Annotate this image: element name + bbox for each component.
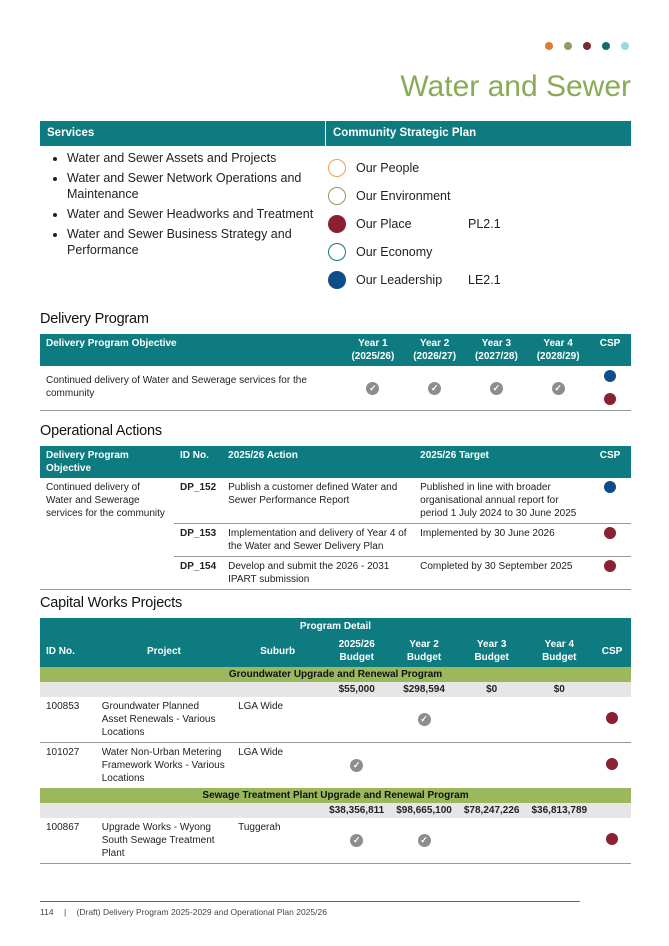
action-cell: Develop and submit the 2026 - 2031 IPART submission — [222, 557, 414, 590]
place-dot-icon — [606, 758, 618, 770]
csp-name: Our People — [356, 161, 420, 175]
suburb-cell: LGA Wide — [238, 747, 284, 758]
services-list — [40, 150, 342, 262]
objective-cell: Continued delivery of Water and Sewerage services for the community — [40, 478, 174, 590]
footer-text: (Draft) Delivery Program 2025-2029 and Operational Plan 2025/26 — [76, 907, 327, 917]
dot-lightblue — [621, 42, 629, 50]
table-row — [40, 366, 631, 411]
target-cell: Completed by 30 September 2025 — [414, 557, 589, 590]
col-suburb: Suburb — [232, 635, 323, 667]
check-icon: ✓ — [366, 382, 379, 395]
capital-works-table — [40, 618, 631, 864]
col-budget4: Year 4 Budget — [525, 635, 593, 667]
our-place-circle-icon — [328, 215, 346, 233]
operational-actions-table — [40, 446, 631, 590]
csp-col-header: Community Strategic Plan — [333, 127, 477, 139]
service-item: • Water and Sewer Headworks and Treatment — [67, 206, 342, 222]
table-row — [40, 697, 631, 743]
services-header — [40, 121, 631, 146]
csp-name: Our Leadership — [356, 273, 443, 287]
suburb-cell: LGA Wide — [232, 697, 323, 743]
col-target: 2025/26 Target — [414, 446, 589, 478]
objective-cell: Continued delivery of Water and Sewerage services for the community — [40, 366, 342, 411]
col-id: ID No. — [174, 446, 222, 478]
leadership-dot-icon — [604, 481, 616, 493]
footer-separator: | — [63, 907, 67, 917]
total-cell: $0 — [458, 682, 526, 697]
operational-actions-heading: Operational Actions — [40, 423, 162, 439]
place-dot-icon — [604, 393, 616, 405]
dot-olive — [564, 42, 572, 50]
place-dot-icon — [604, 560, 616, 572]
dot-maroon — [583, 42, 591, 50]
csp-name: Our Environment — [356, 189, 451, 203]
csp-item-environment — [328, 182, 501, 210]
program-totals — [40, 682, 631, 697]
program-totals — [40, 803, 631, 818]
total-cell: $78,247,226 — [458, 803, 526, 818]
project-cell: Groundwater Planned Asset Renewals - Various Locations — [96, 697, 232, 743]
csp-name: Our Economy — [356, 245, 433, 259]
col-year1: Year 1 (2025/26) — [342, 334, 404, 366]
id-cell: 100867 — [40, 818, 96, 864]
col-project: Project — [96, 635, 232, 667]
service-item: • Water and Sewer Assets and Projects — [67, 150, 342, 166]
csp-item-leadership — [328, 266, 501, 294]
col-csp: CSP — [589, 334, 631, 366]
check-icon: ✓ — [552, 382, 565, 395]
csp-list — [328, 154, 501, 294]
csp-item-economy — [328, 238, 501, 266]
id-cell: 101027 — [46, 747, 80, 758]
place-dot-icon — [604, 527, 616, 539]
col-csp: CSP — [593, 635, 631, 667]
col-objective: Delivery Program Objective — [40, 446, 174, 478]
col-csp: CSP — [589, 446, 631, 478]
footer-divider — [40, 901, 580, 902]
delivery-program-heading: Delivery Program — [40, 311, 149, 327]
table-row — [40, 818, 631, 864]
table-row — [40, 743, 631, 789]
csp-code: LE2.1 — [468, 273, 501, 287]
program-band — [40, 788, 631, 803]
col-budget2: Year 2 Budget — [390, 635, 458, 667]
footer — [40, 907, 327, 917]
total-cell: $298,594 — [390, 682, 458, 697]
our-economy-circle-icon — [328, 243, 346, 261]
col-year4: Year 4 (2028/29) — [527, 334, 589, 366]
check-icon: ✓ — [350, 759, 363, 772]
total-cell: $55,000 — [323, 682, 390, 697]
id-cell: DP_152 — [174, 478, 222, 524]
col-action: 2025/26 Action — [222, 446, 414, 478]
col-budget1: 2025/26 Budget — [323, 635, 390, 667]
col-year3: Year 3 (2027/28) — [466, 334, 528, 366]
leadership-dot-icon — [604, 370, 616, 382]
target-cell: Implemented by 30 June 2026 — [414, 524, 589, 557]
csp-item-people — [328, 154, 501, 182]
target-cell: Published in line with broader organisational annual report for period 1 July 2024 to 30 June 2025 — [414, 478, 589, 524]
col-year2: Year 2 (2026/27) — [404, 334, 466, 366]
our-leadership-circle-icon — [328, 271, 346, 289]
csp-item-place — [328, 210, 501, 238]
col-id: ID No. — [40, 635, 96, 667]
total-cell: $98,665,100 — [390, 803, 458, 818]
check-icon: ✓ — [350, 834, 363, 847]
program-name: Sewage Treatment Plant Upgrade and Renewal Program — [40, 788, 631, 803]
project-cell: Water Non-Urban Metering Framework Works - Various Locations — [101, 747, 225, 784]
place-dot-icon — [606, 712, 618, 724]
capital-works-heading: Capital Works Projects — [40, 595, 182, 611]
project-cell: Upgrade Works - Wyong South Sewage Treatment Plant — [96, 818, 232, 864]
action-cell: Implementation and delivery of Year 4 of the Water and Sewer Delivery Plan — [222, 524, 414, 557]
check-icon: ✓ — [428, 382, 441, 395]
total-cell: $38,356,811 — [323, 803, 390, 818]
action-cell: Publish a customer defined Water and Sewer Performance Report — [222, 478, 414, 524]
id-cell: DP_154 — [174, 557, 222, 590]
csp-code: PL2.1 — [468, 217, 501, 231]
col-objective: Delivery Program Objective — [40, 334, 342, 366]
our-environment-circle-icon — [328, 187, 346, 205]
suburb-cell: Tuggerah — [232, 818, 323, 864]
id-cell: DP_153 — [174, 524, 222, 557]
csp-name: Our Place — [356, 217, 412, 231]
check-icon: ✓ — [490, 382, 503, 395]
col-budget3: Year 3 Budget — [458, 635, 526, 667]
check-icon: ✓ — [418, 834, 431, 847]
page-title: Water and Sewer — [400, 70, 631, 103]
program-band — [40, 667, 631, 682]
decorative-dots — [545, 42, 629, 50]
program-name: Groundwater Upgrade and Renewal Program — [40, 667, 631, 682]
dot-teal — [602, 42, 610, 50]
table-row — [40, 478, 631, 524]
services-col-header: Services — [40, 121, 326, 146]
place-dot-icon — [606, 833, 618, 845]
delivery-program-table — [40, 334, 631, 411]
id-cell: 100853 — [40, 697, 96, 743]
total-cell: $36,813,789 — [525, 803, 593, 818]
dot-orange — [545, 42, 553, 50]
check-icon: ✓ — [418, 713, 431, 726]
service-item: • Water and Sewer Network Operations and Maintenance — [67, 170, 342, 202]
page-number: 114 — [40, 907, 54, 917]
program-detail-header: Program Detail — [40, 618, 631, 635]
our-people-circle-icon — [328, 159, 346, 177]
service-item: • Water and Sewer Business Strategy and Performance — [67, 226, 342, 258]
total-cell: $0 — [525, 682, 593, 697]
